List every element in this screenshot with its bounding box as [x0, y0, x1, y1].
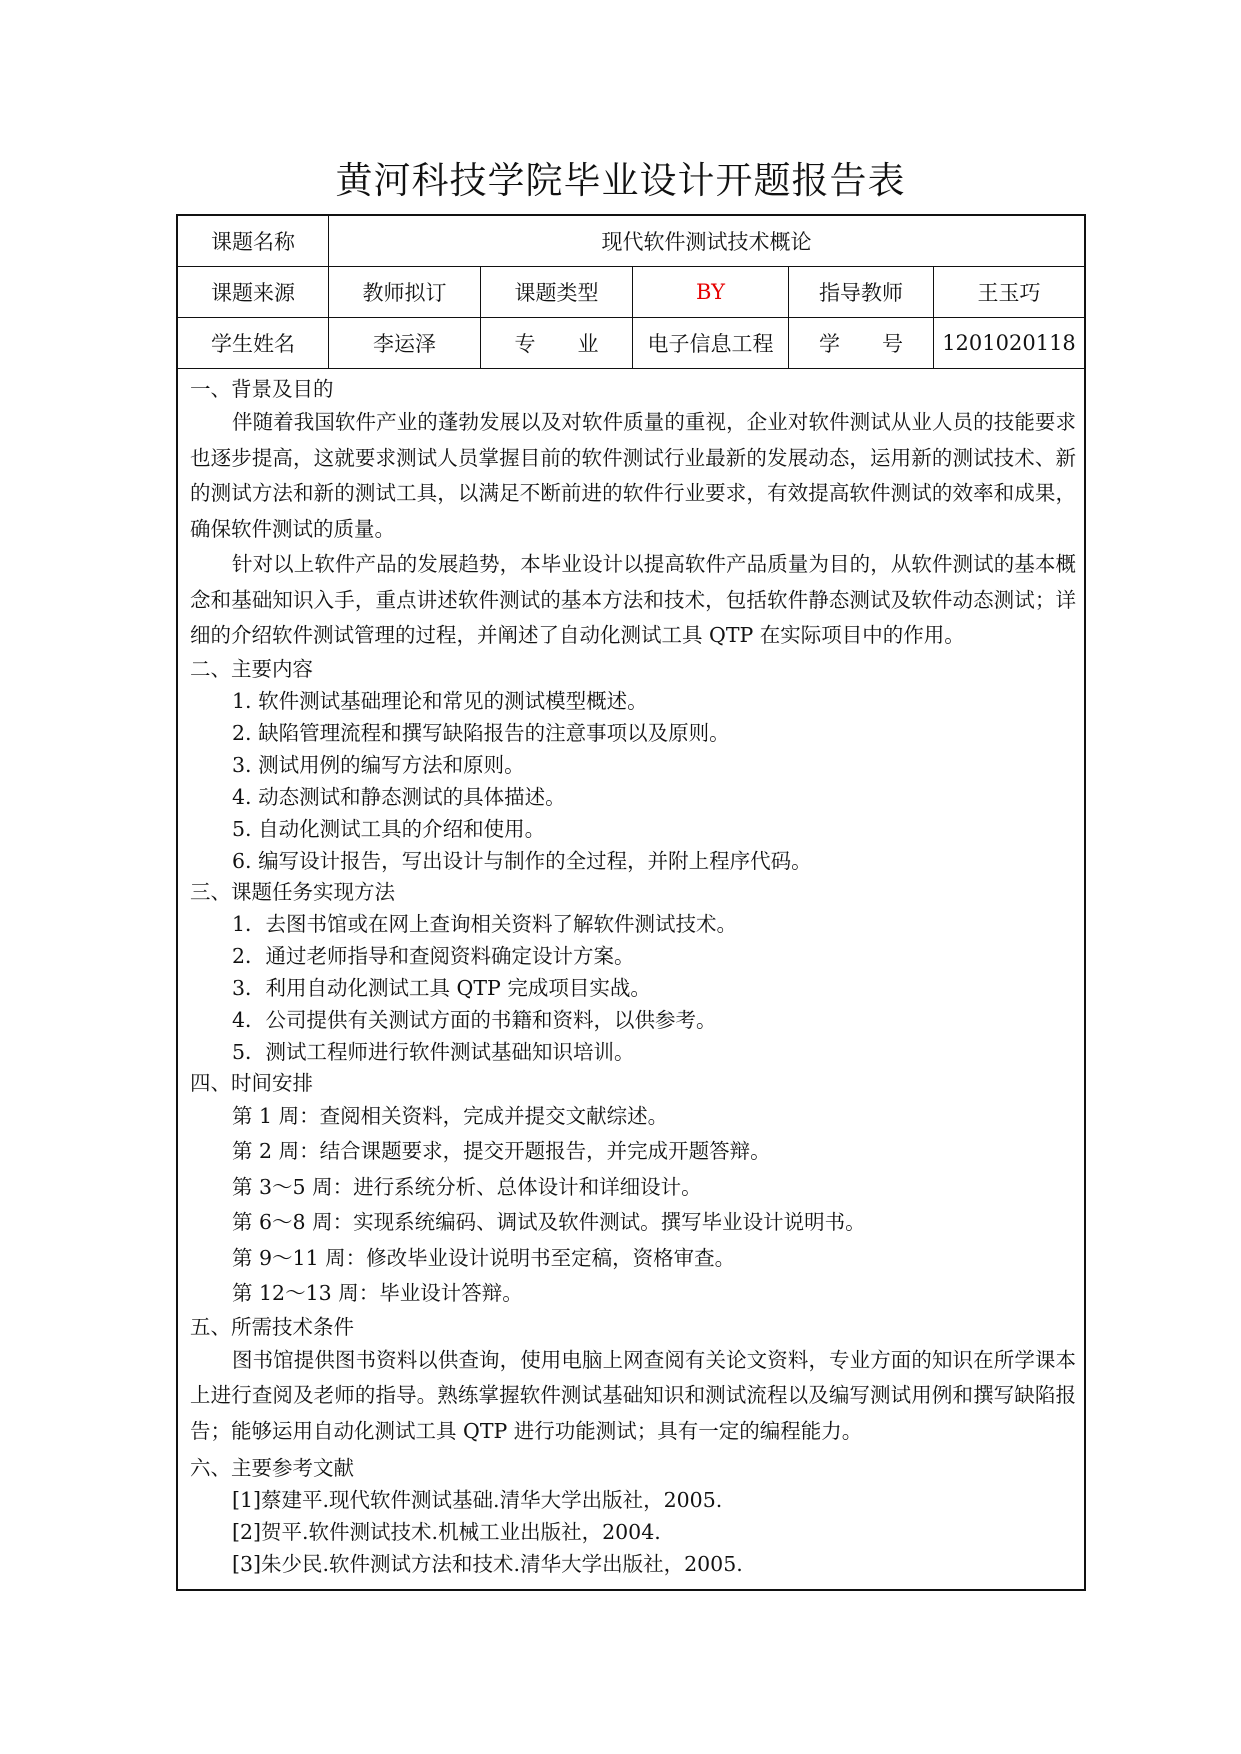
advisor-label: 指导教师 — [789, 267, 934, 317]
advisor-value: 王玉巧 — [977, 281, 1041, 305]
student-row — [178, 318, 1084, 369]
content-item: 4. 动态测试和静态测试的具体描述。 — [232, 784, 566, 809]
schedule-item: 第 12～13 周：毕业设计答辩。 — [232, 1281, 523, 1305]
schedule-item: 第 3～5 周：进行系统分析、总体设计和详细设计。 — [232, 1174, 702, 1199]
topic-label: 课题名称 — [178, 216, 329, 266]
background-paragraph-1: 伴随着我国软件产业的蓬勃发展以及对软件质量的重视，企业对软件测试从业人员的技能要求也逐步提高，这就要求测试人员掌握目前的软件测试行业最新的发展动态，运用新的测试技术、新的测试方法和新的测试工具，以满足不断前进的软件行业要求，有效提高软件测试的效率和成果，确保软件测试的质量。 — [190, 410, 1076, 541]
section-requirements-heading: 五、所需技术条件 — [190, 1314, 354, 1339]
requirements-paragraph: 图书馆提供图书资料以供查询，使用电脑上网查阅有关论文资料，专业方面的知识在所学课本上进行查阅及老师的指导。熟练掌握软件测试基础知识和测试流程以及编写测试用例和撰写缺陷报告；能够运用自动化测试工具 QTP 进行功能测试；具有一定的编程能力。 — [190, 1347, 1076, 1443]
student-name-label: 学生姓名 — [178, 318, 329, 368]
section-schedule-heading: 四、时间安排 — [190, 1070, 313, 1095]
section-content-heading: 二、主要内容 — [190, 656, 313, 681]
method-item: 1．去图书馆或在网上查询相关资料了解软件测试技术。 — [232, 911, 738, 936]
method-item: 5．测试工程师进行软件测试基础知识培训。 — [232, 1039, 635, 1064]
topic-value: 现代软件测试技术概论 — [601, 230, 812, 254]
content-item: 2. 缺陷管理流程和撰写缺陷报告的注意事项以及原则。 — [232, 720, 730, 745]
student-id-label: 学 号 — [789, 318, 934, 368]
content-item: 5. 自动化测试工具的介绍和使用。 — [232, 816, 546, 841]
source-label: 课题来源 — [178, 267, 329, 317]
major-label: 专 业 — [481, 318, 633, 368]
method-item: 3．利用自动化测试工具 QTP 完成项目实战。 — [232, 975, 651, 1000]
document-title: 黄河科技学院毕业设计开题报告表 — [335, 159, 906, 202]
source-row — [178, 267, 1084, 318]
reference-item: [3]朱少民.软件测试方法和技术.清华大学出版社，2005. — [232, 1552, 743, 1576]
background-paragraph-2: 针对以上软件产品的发展趋势，本毕业设计以提高软件产品质量为目的，从软件测试的基本概念和基础知识入手，重点讲述软件测试的基本方法和技术，包括软件静态测试及软件动态测试；详细的介绍软件测试管理的过程，并阐述了自动化测试工具 QTP 在实际项目中的作用。 — [190, 552, 1076, 647]
schedule-item: 第 9～11 周：修改毕业设计说明书至定稿，资格审查。 — [232, 1245, 736, 1270]
student-id-value: 1201020118 — [942, 331, 1076, 355]
schedule-item: 第 2 周：结合课题要求，提交开题报告，并完成开题答辩。 — [232, 1139, 771, 1163]
section-references-heading: 六、主要参考文献 — [190, 1456, 354, 1480]
method-item: 4．公司提供有关测试方面的书籍和资料，以供参考。 — [232, 1007, 717, 1032]
schedule-item: 第 1 周：查阅相关资料，完成并提交文献综述。 — [232, 1103, 669, 1128]
reference-item: [2]贺平.软件测试技术.机械工业出版社，2004. — [232, 1520, 661, 1544]
schedule-item: 第 6～8 周：实现系统编码、调试及软件测试。撰写毕业设计说明书。 — [232, 1210, 866, 1234]
type-value: BY — [633, 267, 789, 317]
type-label: 课题类型 — [481, 267, 633, 317]
major-value: 电子信息工程 — [633, 318, 789, 368]
source-value: 教师拟订 — [329, 267, 481, 317]
method-item: 2．通过老师指导和查阅资料确定设计方案。 — [232, 943, 635, 968]
content-item: 3. 测试用例的编写方法和原则。 — [232, 752, 525, 777]
content-item: 1. 软件测试基础理论和常见的测试模型概述。 — [232, 688, 648, 713]
topic-row — [178, 216, 1084, 267]
report-body — [190, 374, 1076, 1580]
report-form — [176, 214, 1086, 1591]
section-background-heading: 一、背景及目的 — [190, 377, 334, 401]
section-method-heading: 三、课题任务实现方法 — [190, 879, 395, 904]
reference-item: [1]蔡建平.现代软件测试基础.清华大学出版社，2005. — [232, 1488, 723, 1512]
content-item: 6. 编写设计报告，写出设计与制作的全过程，并附上程序代码。 — [232, 848, 812, 873]
student-name-value: 李运泽 — [329, 318, 481, 368]
